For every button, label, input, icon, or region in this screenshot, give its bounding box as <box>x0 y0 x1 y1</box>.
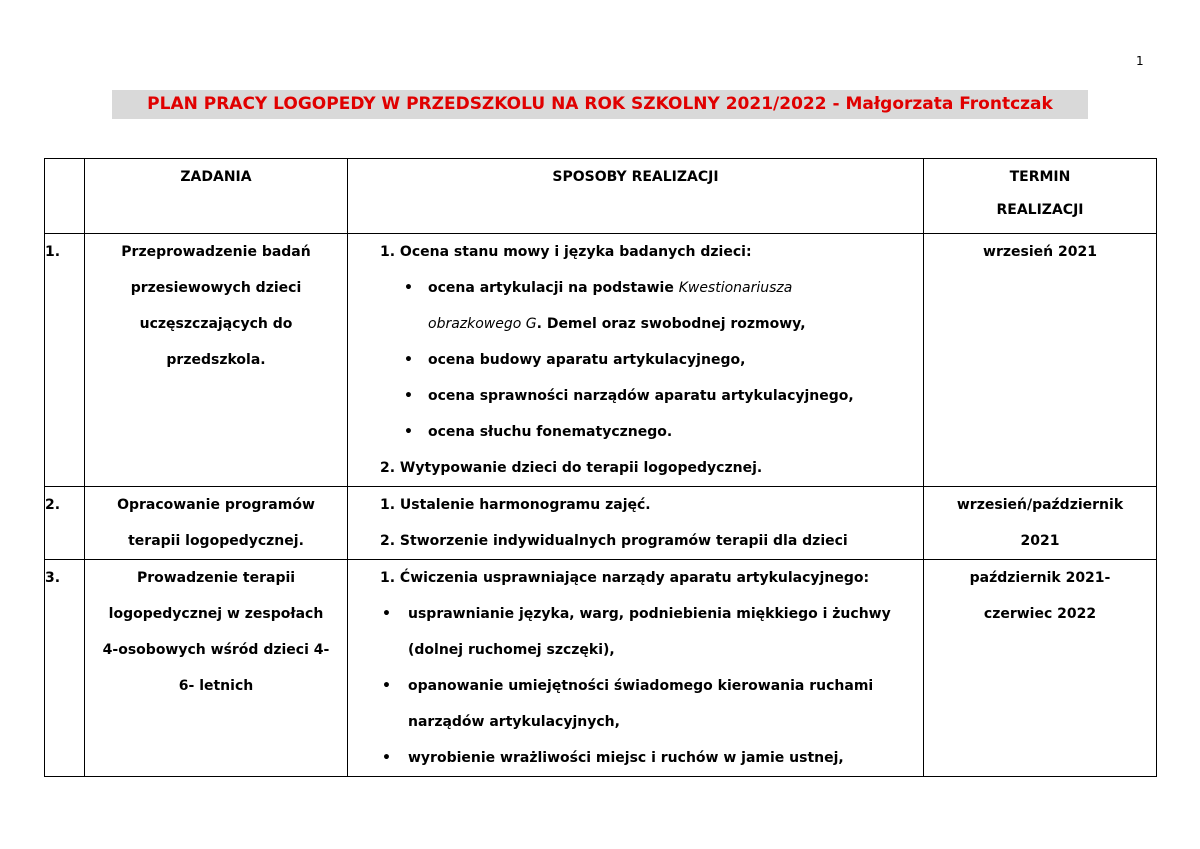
numbered-item: 1. Ocena stanu mowy i języka badanych dzieci: <box>380 244 752 260</box>
bullet-item: • ocena budowy aparatu artykulacyjnego, <box>404 352 746 368</box>
header-tasks: ZADANIA <box>85 159 348 234</box>
numbered-item: 1. Ćwiczenia usprawniające narządy aparatu artykulacyjnego: <box>380 570 870 586</box>
numbered-item: 2. Stworzenie indywidualnych programów terapii dla dzieci <box>380 533 848 549</box>
bullet-item: • wyrobienie wrażliwości miejsc i ruchów w jamie ustnej, <box>382 750 844 766</box>
table-row <box>45 234 1157 487</box>
table-header-row <box>45 159 1157 234</box>
table-row <box>45 560 1157 777</box>
methods-cell <box>348 487 924 560</box>
methods-cell <box>348 560 924 777</box>
term-cell: wrzesień/październik 2021 <box>924 487 1157 560</box>
numbered-item: 1. Ustalenie harmonogramu zajęć. <box>380 497 651 513</box>
bullet-item-continued: obrazkowego G. Demel oraz swobodnej rozmowy, <box>428 316 806 332</box>
header-methods: SPOSOBY REALIZACJI <box>348 159 924 234</box>
page-number: 1 <box>1136 54 1144 68</box>
task-cell: Prowadzenie terapii logopedycznej w zespołach 4-osobowych wśród dzieci 4- 6- letnich <box>85 560 348 777</box>
bullet-item: • ocena artykulacji na podstawie Kwestionariusza <box>404 280 793 296</box>
bullet-item: • ocena słuchu fonematycznego. <box>404 424 673 440</box>
row-number: 1. <box>45 234 85 487</box>
plan-table <box>44 158 1157 777</box>
bullet-item: • usprawnianie języka, warg, podniebienia miękkiego i żuchwy <box>382 606 891 622</box>
bullet-item: • ocena sprawności narządów aparatu artykulacyjnego, <box>404 388 854 404</box>
term-cell: październik 2021- czerwiec 2022 <box>924 560 1157 777</box>
document-title: PLAN PRACY LOGOPEDY W PRZEDSZKOLU NA ROK SZKOLNY 2021/2022 - Małgorzata Frontczak <box>112 90 1088 119</box>
numbered-item: 2. Wytypowanie dzieci do terapii logopedycznej. <box>380 460 763 476</box>
bullet-item-continued: (dolnej ruchomej szczęki), <box>408 642 615 658</box>
methods-cell <box>348 234 924 487</box>
bullet-item: • opanowanie umiejętności świadomego kierowania ruchami <box>382 678 874 694</box>
row-number: 2. <box>45 487 85 560</box>
term-cell: wrzesień 2021 <box>924 234 1157 487</box>
row-number: 3. <box>45 560 85 777</box>
table-row <box>45 487 1157 560</box>
task-cell: Opracowanie programów terapii logopedycznej. <box>85 487 348 560</box>
bullet-item-continued: narządów artykulacyjnych, <box>408 714 620 730</box>
task-cell: Przeprowadzenie badań przesiewowych dzieci uczęszczających do przedszkola. <box>85 234 348 487</box>
header-term: TERMIN REALIZACJI <box>924 159 1157 234</box>
header-num <box>45 159 85 234</box>
